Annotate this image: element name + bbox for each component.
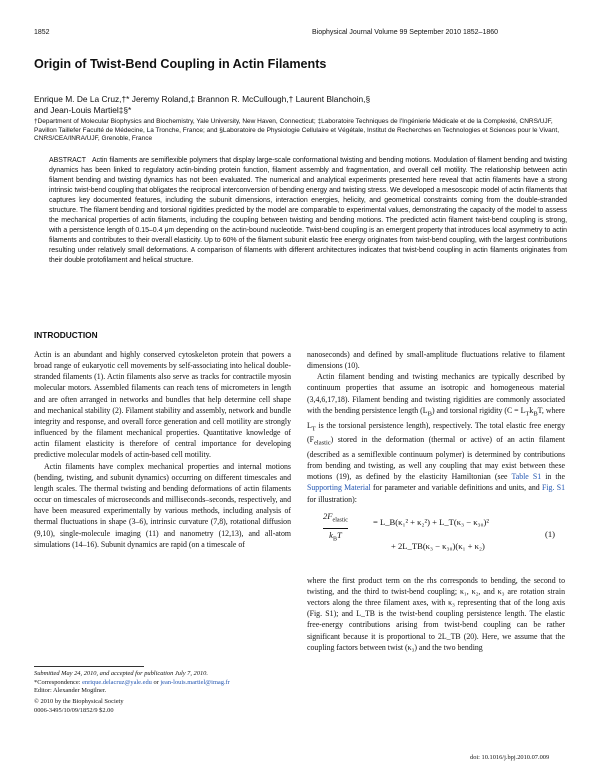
subscript: B <box>533 410 538 418</box>
text-run: in the <box>541 472 565 482</box>
subscript: T <box>311 425 316 433</box>
body-column-right <box>307 349 565 653</box>
abstract-text: Actin filaments are semiflexible polymers that display large-scale conformational twisting and bending motions. Modulation of filament bending and twisting dynamics has been linked to regulatory actin-binding protein function, filament assembly and fragmentation, and overall cell motility. The relationship between actin filament bending and twisting dynamics has not been evaluated. The numerical and analytical experiments presented here reveal that actin filaments have a strong intrinsic twist-bend coupling that obligates the reciprocal interconversion of bending energy and twisting stress. We developed a mesoscopic model of actin filaments that captures key documented features, including the subunit dimensions, interaction energies, helicity, and geometrical constraints coming from the double-stranded structure. The filament bending and torsional rigidities predicted by the model are comparable to experimental values, demonstrating the capacity of the model to assess the mechanical properties of actin filaments, including the coupling between twisting and bending motions. The predicted actin filament twist-bend coupling is strong, with a persistence length of 0.15–0.4 μm depending on the actin-bound nucleotide. Twist-bend coupling is an emergent property that introduces local asymmetry to actin filaments and contributes to their overall elasticity. Up to 60% of the filament subunit elastic free energy originates from twist-bend coupling, with the largest contributions resulting under relatively small deformations. A comparison of filaments with different architectures indicates that twist-bend coupling in actin filaments originates from their double protofilament and helical structure. <box>49 157 567 265</box>
equation-line-1: = L_B(κ₁² + κ₂²) + L_T(κ₃ − κ₃₀)² <box>373 516 489 527</box>
authors-line-2: and Jean-Louis Martiel‡§* <box>34 105 132 115</box>
page-number: 1852 <box>34 29 50 36</box>
copyright: © 2010 by the Biophysical Society <box>34 698 124 706</box>
link-fig-s1[interactable]: Fig. S1 <box>541 483 565 493</box>
article-title: Origin of Twist-Bend Coupling in Actin Filaments <box>34 57 327 71</box>
submission-dates: Submitted May 24, 2010, and accepted for publication July 7, 2010. <box>34 670 208 677</box>
text-run: ) and torsional rigidity (C = L <box>431 405 526 415</box>
footnote-rule <box>34 666 144 667</box>
correspondence <box>34 679 294 688</box>
equation-line-2: + 2L_TB(κ₃ − κ₃₀)(κ₁ + κ₂) <box>391 540 485 551</box>
section-heading-introduction: INTRODUCTION <box>34 330 98 340</box>
equation-fraction <box>323 511 348 546</box>
abstract-label: ABSTRACT <box>49 157 87 164</box>
equation-numerator: $2F_{elastic}$ <box>323 510 348 524</box>
abstract <box>49 156 567 267</box>
editor: Editor: Alexander Mogilner. <box>34 687 107 695</box>
footnotes <box>34 670 294 716</box>
authors-line-1: Enrique M. De La Cruz,†* Jeremy Roland,‡ Brannon R. McCullough,† Laurent Blanchoin,§ <box>34 94 371 104</box>
equation-1 <box>307 509 565 571</box>
paragraph: Actin is an abundant and highly conserved cytoskeleton protein that powers a broad range of eukaryotic cell movements by self-associating into helical double-stranded filaments (1). Actin filaments also serve as tracks for contractile myosin molecular motors. Assembled filaments can reach tens of micrometers in length and are often arranged in networks and bundles that help determine cell shape and mechanical stability (2). Filament stability and assembly, network and bundle integrity and response, and overall force generation and cell motility are strongly influenced by the filament mechanical properties. Quantitative knowledge of actin filament elasticity is therefore of central importance for developing predictive molecular models of actin-based cell motility. <box>34 350 291 460</box>
subscript: elastic <box>313 439 331 447</box>
text-run: is the torsional persistence length), respectively. The total elastic free energy (F <box>307 420 565 445</box>
email-link-2[interactable]: jean-louis.martiel@imag.fr <box>160 678 230 686</box>
subscript: T <box>525 410 530 418</box>
link-table-s1[interactable]: Table S1 <box>511 472 542 482</box>
issn: 0006-3495/10/09/1852/9 $2.00 <box>34 706 114 714</box>
text-run: for parameter and variable definitions and units, and <box>370 483 542 493</box>
text-run: T, where L <box>307 405 565 430</box>
affiliation: †Department of Molecular Biophysics and Biochemistry, Yale University, New Haven, Connecticut; ‡Laboratoire Techniques de l'Ingénierie Médicale et de la Complexité, CNRS/UJF, Pavillon Taillefer Faculté de Médecine, La Tronche, France; and §Laboratoire de Physiologie Cellulaire et Végétale, Institut de Recherches en Technologies et Sciences pour le Vivant, CNRS/CEA/INRA/UJF, Grenoble, France <box>34 118 560 143</box>
paragraph <box>307 371 565 504</box>
correspondence-label: *Correspondence: <box>34 678 83 686</box>
paragraph: where the first product term on the rhs corresponds to bending, the second to twisting, and the third to twist-bend coupling; κ₁, κ₂, and κ₃ are rotation strain vectors along the three filament axes, with κ₃ representing that of the long axis (Fig. S1); and L_TB is the twist-bend coupling persistence length. The elastic free-energy contributions arising from twist-bend coupling can be rather significant because it is proportional to 2L_TB (20). Here, we assume that the coupling factors between twist (κ₃) and the two bending <box>307 575 565 652</box>
text-run: Actin filament bending and twisting mechanics are typically described by continuum properties that assume an isotropic and homogeneous material (3,4,6,17,18). Filament bending and twisting rigidities are commonly associated with the bending persistence length (L <box>307 372 565 415</box>
text-run: ) stored in the deformation (thermal or active) of an actin filament (described as a semiflexible continuum polymer) is determined by contributions from bending and twisting, as well any coupling that may exist between these motions (19), as defined by the elasticity Hamiltonian (see <box>307 435 565 482</box>
paragraph: nanoseconds) and defined by small-amplitude fluctuations relative to filament dimensions (10). <box>307 350 565 371</box>
equation-denominator: $k_BT$ <box>323 528 348 546</box>
text-run: for illustration): <box>307 494 357 504</box>
paragraph: Actin filaments have complex mechanical properties and internal motions (bending, twisting, and subunit dynamics) occurring on different timescales and length scales. The thermal twisting and bending deformations of actin filaments occur on timescales of microseconds and milliseconds–seconds, respectively, and have been measured experimentally by various methods, including analysis of thermal fluctuations in shape (3–6), intrinsic curvature (7,8), rotational diffusion (9,10), single-molecule imaging (11) and nanometry (12,13), and all-atom simulations (14–16). Subunit dynamics are rapid (on a timescale of <box>34 461 291 549</box>
link-supporting-material[interactable]: Supporting Material <box>307 483 371 493</box>
email-link-1[interactable]: enrique.delacruz@yale.edu <box>82 678 152 686</box>
subscript: B <box>427 410 432 418</box>
journal-info: Biophysical Journal Volume 99 September 2010 1852–1860 <box>312 29 499 36</box>
text-run: k <box>529 405 534 415</box>
equation-number: (1) <box>545 528 556 539</box>
text-run: or <box>151 678 161 686</box>
doi: doi: 10.1016/j.bpj.2010.07.009 <box>470 754 550 761</box>
authors <box>34 94 564 116</box>
body-column-left <box>34 349 291 550</box>
